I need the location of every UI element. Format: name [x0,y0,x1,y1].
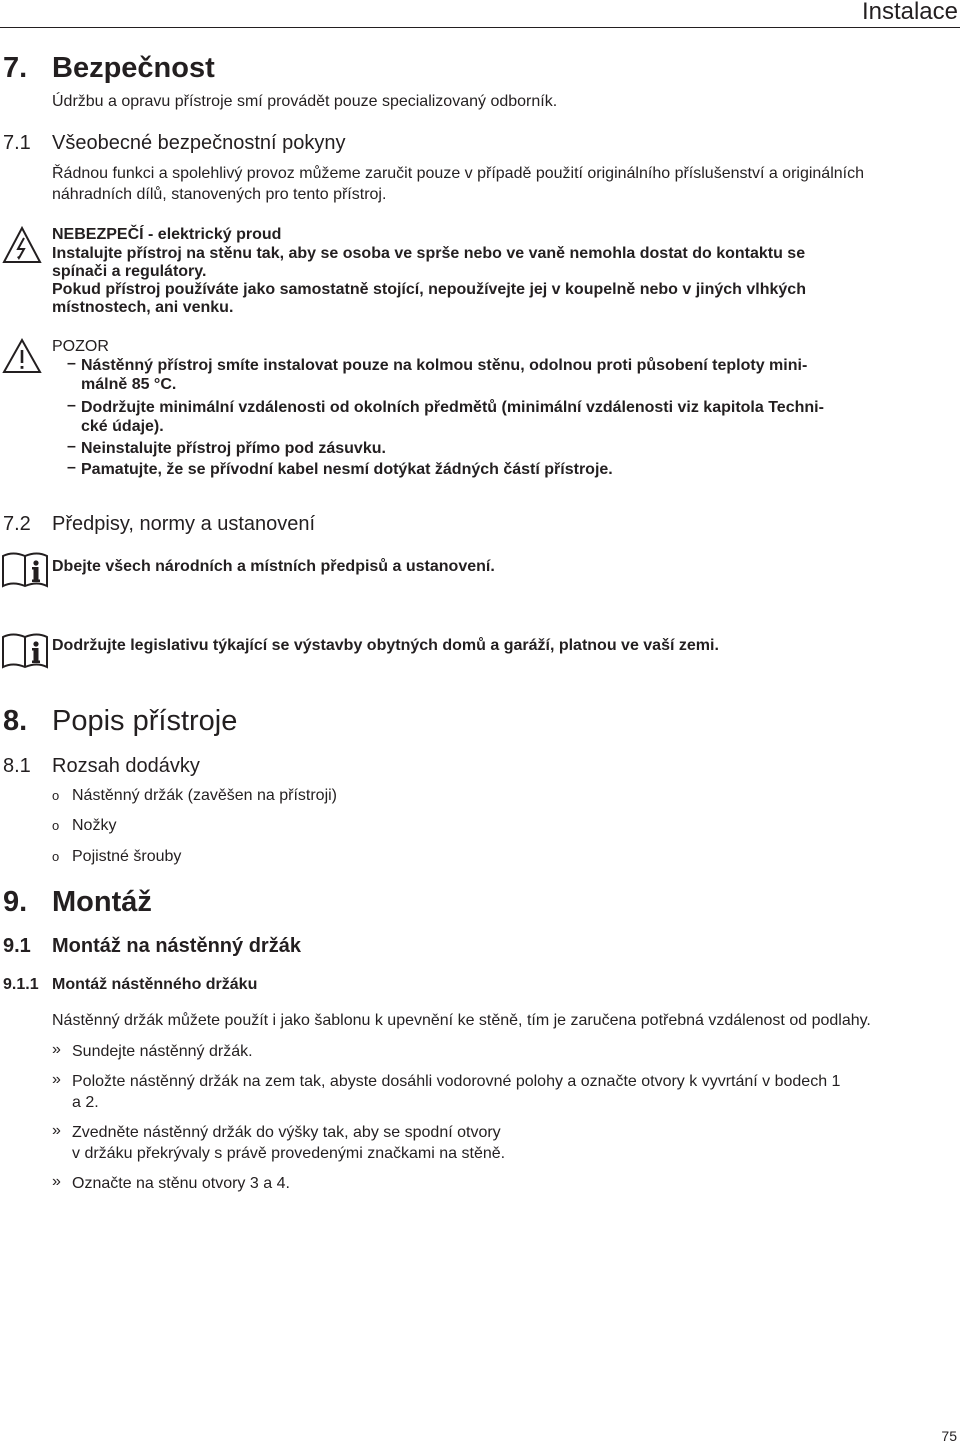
section-8-1-number: 8.1 [3,755,31,777]
caution-dash-2: – [67,397,76,414]
step-2-line1: Položte nástěnný držák na zem tak, abyste dosáhli vodorovné polohy a označte otvory k vyvrtání v bodech 1 [72,1073,841,1090]
caution-dash-4: – [67,459,76,476]
caution-item2-line2: cké údaje). [81,418,164,435]
manual-info-icon [1,631,49,669]
step-4: Označte na stěnu otvory 3 a 4. [72,1175,290,1192]
section-9-1-1-para: Nástěnný držák můžete použít i jako šablonu k upevnění ke stěně, tím je zaručena potřebná vzdálenost od podlahy. [52,1012,871,1029]
danger-line1: Instalujte přístroj na stěnu tak, aby se osoba ve sprše nebo ve vaně nemohla dostat do kontaktu se [52,245,806,262]
section-7-1-number: 7.1 [3,132,31,154]
list-bullet: o [52,818,60,833]
step-3-line2: v držáku překrývaly s právě provedenými značkami na stěně. [72,1145,506,1162]
danger-line3: Pokud přístroj používáte jako samostatně stojící, nepoužívejte jej v koupelně nebo v jiných vlhkých [52,281,806,298]
list-bullet: o [52,788,60,803]
caution-item1-line2: málně 85 °C. [81,376,177,393]
warning-icon [2,338,42,374]
delivery-item-3: Pojistné šrouby [72,848,182,865]
delivery-item-2: Nožky [72,817,117,834]
step-marker: » [52,1122,61,1139]
note-national-regulations: Dbejte všech národních a místních předpisů a ustanovení. [52,558,495,575]
caution-item2-line1: Dodržujte minimální vzdálenosti od okolních předmětů (minimální vzdálenosti viz kapitola Techni- [81,399,824,416]
danger-line2: spínači a regulátory. [52,263,207,280]
section-header-title: Instalace [861,0,958,25]
section-7-1-title: Všeobecné bezpečnostní pokyny [52,132,346,154]
section-9-1-1-title: Montáž nástěnného držáku [52,976,258,993]
danger-title: NEBEZPEČÍ - elektrický proud [52,226,282,243]
step-marker: » [52,1173,61,1190]
caution-item4: Pamatujte, že se přívodní kabel nesmí dotýkat žádných částí přístroje. [81,461,613,478]
caution-dash-1: – [67,355,76,372]
header-divider [0,27,960,28]
caution-item1-line1: Nástěnný přístroj smíte instalovat pouze na kolmou stěnu, odolnou proti působení teploty mini- [81,357,808,374]
section-7-number: 7. [3,52,28,84]
section-9-1-number: 9.1 [3,935,31,957]
caution-title: POZOR [52,338,109,355]
delivery-item-1: Nástěnný držák (zavěšen na přístroji) [72,787,337,804]
caution-dash-3: – [67,438,76,455]
section-7-title: Bezpečnost [52,52,215,84]
section-7-1-para-line2: náhradních dílů, stanovených pro tento přístroj. [52,186,387,203]
step-2-line2: a 2. [72,1094,99,1111]
step-marker: » [52,1041,61,1058]
electric-hazard-icon [2,226,42,264]
section-7-2-title: Předpisy, normy a ustanovení [52,513,316,535]
caution-item3: Neinstalujte přístroj přímo pod zásuvku. [81,440,386,457]
manual-info-icon [1,550,49,588]
page-number: 75 [941,1428,957,1444]
section-7-1-para-line1: Řádnou funkci a spolehlivý provoz můžeme zaručit pouze v případě použití originálního příslušenství a originálních [52,165,864,182]
section-9-1-1-number: 9.1.1 [3,976,39,993]
section-9-1-title: Montáž na nástěnný držák [52,935,301,957]
section-8-1-title: Rozsah dodávky [52,755,200,777]
danger-line4: místnostech, ani venku. [52,299,234,316]
list-bullet: o [52,849,60,864]
section-8-number: 8. [3,705,28,737]
section-7-intro: Údržbu a opravu přístroje smí provádět pouze specializovaný odborník. [52,93,558,110]
section-7-2-number: 7.2 [3,513,31,535]
step-1: Sundejte nástěnný držák. [72,1043,253,1060]
section-8-title: Popis přístroje [52,705,238,737]
step-marker: » [52,1071,61,1088]
note-building-legislation: Dodržujte legislativu týkající se výstavby obytných domů a garáží, platnou ve vaší zemi. [52,637,719,654]
section-9-title: Montáž [52,886,152,918]
section-9-number: 9. [3,886,28,918]
step-3-line1: Zvedněte nástěnný držák do výšky tak, aby se spodní otvory [72,1124,501,1141]
